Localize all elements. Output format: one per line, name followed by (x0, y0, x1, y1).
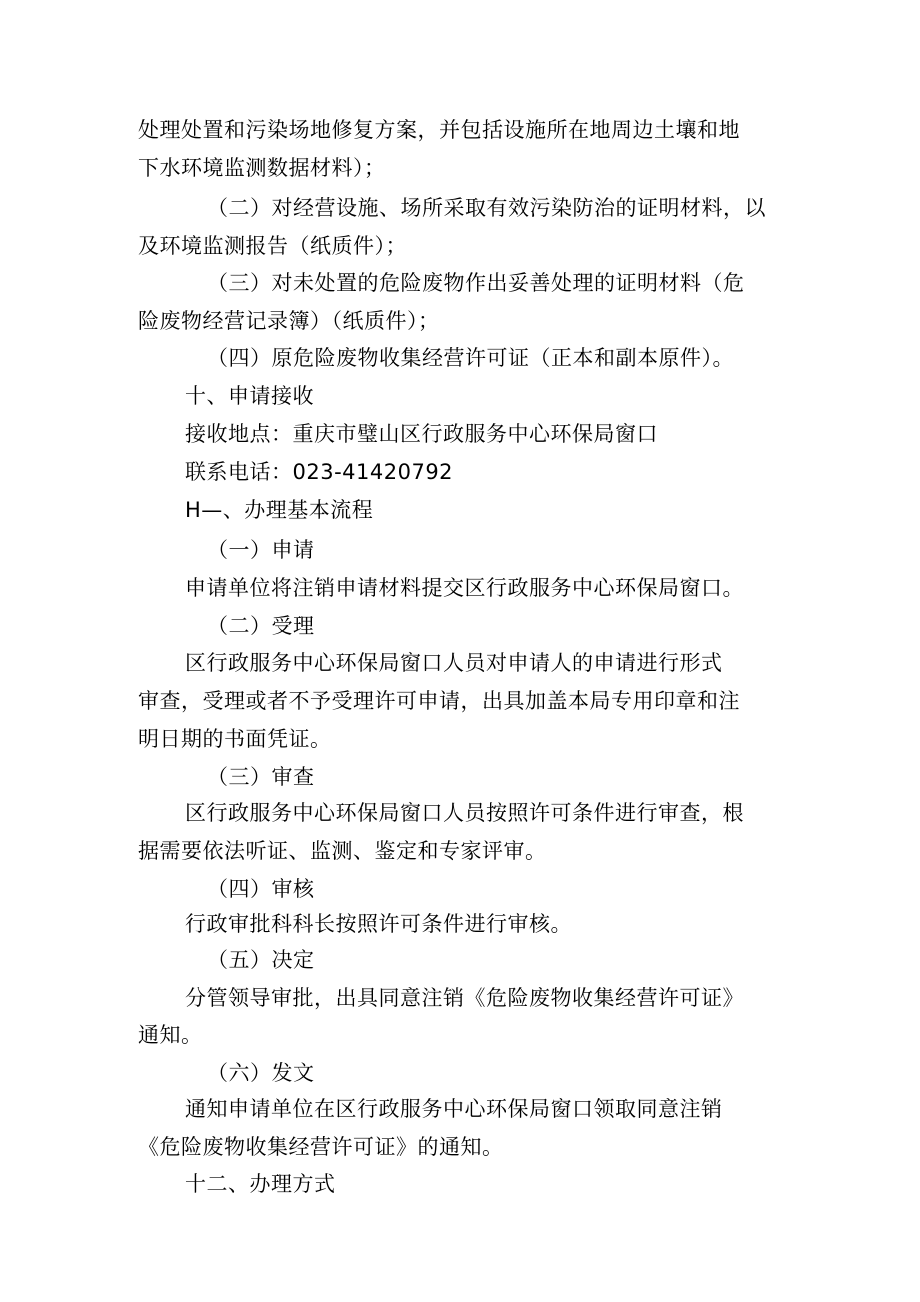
subsection-heading: （五）决定 (207, 948, 315, 972)
section-heading: 十、申请接收 (185, 384, 314, 408)
paragraph-line: 据需要依法听证、监测、鉴定和专家评审。 (138, 839, 547, 863)
paragraph-line: 下水环境监测数据材料）； (138, 156, 386, 180)
paragraph-line: 及环境监测报告（纸质件）； (138, 234, 407, 258)
paragraph-line: 区行政服务中心环保局窗口人员按照许可条件进行审查，根 (185, 801, 744, 825)
paragraph-line: 处理处置和污染场地修复方案，并包括设施所在地周边土壤和地 (138, 118, 740, 142)
paragraph-line: 通知申请单位在区行政服务中心环保局窗口领取同意注销 (185, 1097, 723, 1121)
section-heading: 十二、办理方式 (185, 1172, 336, 1196)
paragraph-line: 审查，受理或者不予受理许可申请，出具加盖本局专用印章和注 (138, 689, 740, 713)
list-item-line: （三）对未处置的危险废物作出妥善处理的证明材料（危 (207, 271, 745, 295)
paragraph-line: 申请单位将注销申请材料提交区行政服务中心环保局窗口。 (185, 576, 744, 600)
paragraph-line: 《危险废物收集经营许可证》的通知。 (138, 1135, 504, 1159)
paragraph-line: 分管领导审批，出具同意注销《危险废物收集经营许可证》 (185, 986, 744, 1010)
paragraph-line: 通知。 (138, 1023, 203, 1047)
section-heading: H—、办理基本流程 (185, 498, 374, 522)
subsection-heading: （六）发文 (207, 1061, 315, 1085)
subsection-heading: （四）审核 (207, 877, 315, 901)
paragraph-line: 险废物经营记录簿）（纸质件）； (138, 309, 440, 333)
paragraph-line: 行政审批科科长按照许可条件进行审核。 (185, 912, 572, 936)
paragraph-line: 明日期的书面凭证。 (138, 727, 332, 751)
subsection-heading: （二）受理 (207, 614, 315, 638)
subsection-heading: （一）申请 (207, 538, 315, 562)
list-item-line: （二）对经营设施、场所采取有效污染防治的证明材料，以 (207, 196, 766, 220)
paragraph-line: 区行政服务中心环保局窗口人员对申请人的申请进行形式 (185, 651, 723, 675)
contact-location: 接收地点：重庆市璧山区行政服务中心环保局窗口 (185, 422, 658, 446)
subsection-heading: （三）审查 (207, 765, 315, 789)
contact-phone: 联系电话：023-41420792 (185, 460, 454, 484)
list-item-line: （四）原危险废物收集经营许可证（正本和副本原件）。 (207, 346, 734, 370)
